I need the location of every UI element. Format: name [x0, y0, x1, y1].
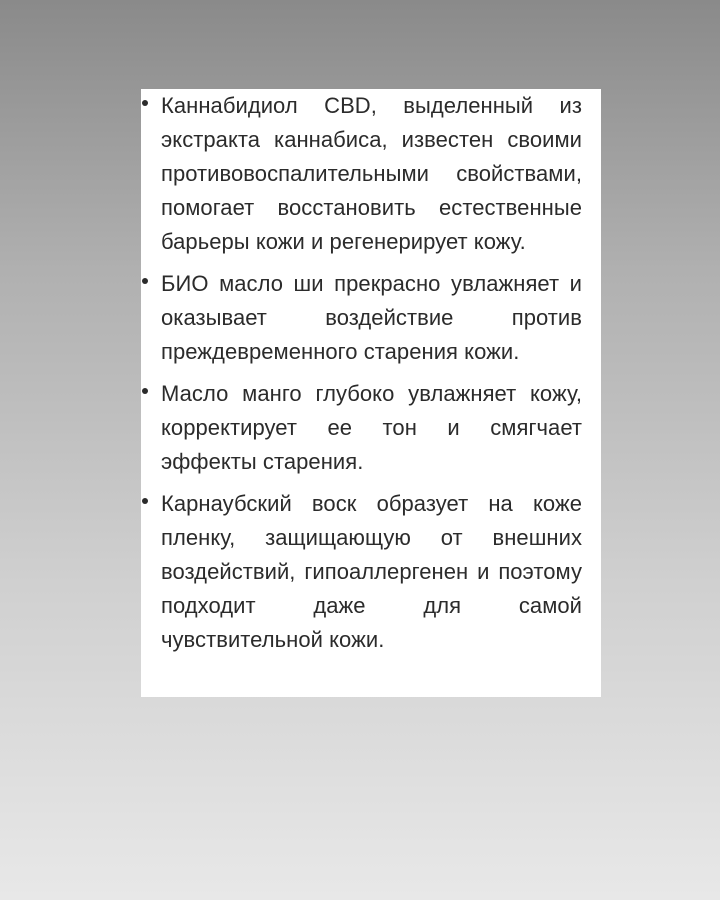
ingredient-bullet-list [141, 89, 601, 657]
list-item [141, 377, 601, 479]
list-item-text: Каннабидиол CBD, выделенный из экстракта каннабиса, известен своими противовоспалительными свойствами, помогает восстановить естественные барьеры кожи и регенерирует кожу. [161, 93, 582, 254]
bullet-icon [142, 388, 148, 394]
list-item [141, 89, 601, 259]
list-item-text: БИО масло ши прекрасно увлажняет и оказывает воздействие против преждевременного старения кожи. [161, 271, 582, 364]
list-item-text: Карнаубский воск образует на коже пленку, защищающую от внешних воздействий, гипоаллергенен и поэтому подходит даже для самой чувствительной кожи. [161, 491, 582, 652]
list-item [141, 487, 601, 657]
list-item [141, 267, 601, 369]
bullet-icon [142, 100, 148, 106]
text-card [141, 89, 601, 697]
bullet-icon [142, 498, 148, 504]
list-item-text: Масло манго глубоко увлажняет кожу, корректирует ее тон и смягчает эффекты старения. [161, 381, 582, 474]
bullet-icon [142, 278, 148, 284]
